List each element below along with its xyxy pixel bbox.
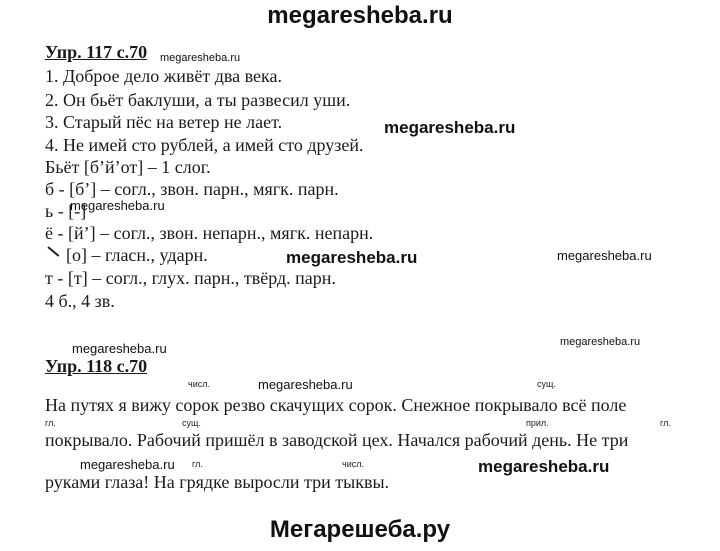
part-of-speech-note: сущ. bbox=[537, 379, 556, 389]
analysis-line: Бьёт [б’й’от] – 1 слог. bbox=[45, 157, 211, 177]
analysis-line: б - [б’] – согл., звон. парн., мягк. парн. bbox=[45, 179, 339, 199]
watermark-small: megaresheba.ru bbox=[560, 336, 641, 348]
watermark-small: megaresheba.ru bbox=[258, 377, 353, 392]
bracket-stroke bbox=[47, 246, 59, 257]
text-line: руками глаза! На грядке выросли три тыквы. bbox=[45, 472, 390, 492]
part-of-speech-note: прил. bbox=[526, 418, 549, 428]
analysis-line: т - [т] – согл., глух. парн., твёрд. парн. bbox=[45, 268, 336, 288]
part-of-speech-note: гл. bbox=[192, 459, 203, 469]
watermark-small: megaresheba.ru bbox=[80, 457, 175, 472]
part-of-speech-note: числ. bbox=[342, 459, 364, 469]
analysis-line: ь - [-] bbox=[45, 201, 87, 221]
analysis-line: ё - [й’] – согл., звон. непарн., мягк. непарн. bbox=[45, 223, 374, 243]
watermark-small: megaresheba.ru bbox=[72, 341, 167, 356]
text-line: покрывало. Рабочий пришёл в заводской цех. Начался рабочий день. Не три bbox=[45, 430, 629, 450]
watermark-small: megaresheba.ru bbox=[557, 248, 652, 263]
proverb-line: 3. Старый пёс на ветер не лает. bbox=[45, 112, 283, 132]
exercise-118-heading: Упр. 118 с.70 bbox=[45, 356, 148, 376]
analysis-line: [о] – гласн., ударн. bbox=[66, 245, 208, 265]
part-of-speech-note: гл. bbox=[45, 418, 56, 428]
site-watermark-bottom: Мегарешеба.ру bbox=[269, 516, 451, 543]
proverb-line: 2. Он бьёт баклуши, а ты развесил уши. bbox=[45, 90, 351, 110]
exercise-117-heading: Упр. 117 с.70 bbox=[45, 42, 148, 62]
proverb-line: 4. Не имей сто рублей, а имей сто друзей. bbox=[45, 135, 364, 155]
proverb-line: 1. Доброе дело живёт два века. bbox=[45, 66, 282, 86]
text-line: На путях я вижу сорок резво скачущих сорок. Снежное покрывало всё поле bbox=[45, 395, 627, 415]
part-of-speech-note: гл. bbox=[660, 418, 671, 428]
site-watermark-top: megaresheba.ru bbox=[267, 2, 453, 29]
watermark-bold: megaresheba.ru bbox=[478, 457, 610, 476]
watermark-bold: megaresheba.ru bbox=[286, 248, 418, 267]
watermark-bold: megaresheba.ru bbox=[384, 118, 516, 137]
watermark-small: megaresheba.ru bbox=[70, 198, 165, 213]
part-of-speech-note: сущ. bbox=[182, 418, 201, 428]
analysis-line: 4 б., 4 зв. bbox=[45, 291, 115, 311]
part-of-speech-note: числ. bbox=[188, 379, 210, 389]
watermark-small: megaresheba.ru bbox=[160, 52, 241, 64]
